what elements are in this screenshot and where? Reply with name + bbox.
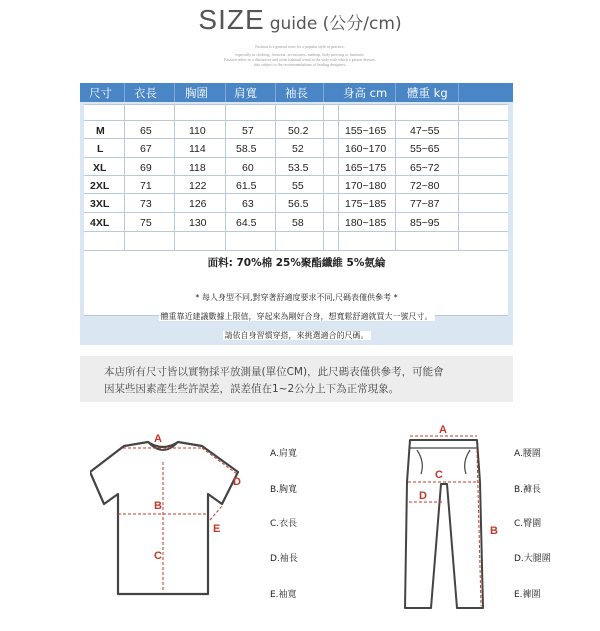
table-cell: 58 [292, 217, 304, 229]
tshirt-diagram [90, 432, 265, 602]
table-cell: 69 [140, 162, 152, 174]
pants-letter-b: B [490, 525, 498, 537]
shirt-letter-d: D [233, 476, 241, 488]
table-cell: 65~72 [410, 162, 440, 174]
header-chest: 胸圍 [185, 86, 208, 100]
table-cell: 60 [242, 162, 254, 174]
size-table-panel [80, 83, 513, 345]
header-weight: 體重 kg [407, 86, 448, 100]
shirt-letter-b: B [154, 500, 162, 512]
table-cell: 110 [189, 125, 206, 137]
shirt-letter-e: E [213, 523, 221, 535]
shirt-label-e: E.袖寬 [270, 590, 297, 600]
table-cell: 55 [292, 180, 304, 192]
table-cell: 114 [189, 143, 206, 155]
note-line-3: 請依自身習慣穿搭，來挑選適合的尺碼。 [224, 331, 369, 340]
pants-letter-c: C [435, 469, 443, 481]
shirt-letter-c: C [154, 550, 162, 562]
tagline-decor-2: especially in clothing, footwear, accessories, makeup, body piercing or furniture. [235, 52, 365, 57]
shirt-label-a: A.肩寬 [270, 449, 297, 459]
table-cell: 118 [189, 162, 206, 174]
table-cell: 72~80 [410, 180, 440, 192]
notice-line-1: 本店所有尺寸皆以實物採平放測量(單位CM)，此尺碼表僅供參考，可能會 [104, 366, 444, 378]
table-cell: 57 [242, 125, 254, 137]
table-cell: 56.5 [288, 198, 309, 210]
header-size: 尺寸 [89, 86, 112, 100]
tagline-decor: Fashion is a general term for a popular style or practice. [255, 44, 345, 49]
table-cell: 3XL [90, 198, 110, 210]
pants-letter-a: A [439, 424, 447, 436]
header-length: 衣長 [134, 86, 157, 100]
title-main: SIZE [198, 4, 265, 35]
table-cell: 126 [189, 198, 207, 210]
table-cell: 170~180 [345, 180, 387, 192]
note-line-1: * 每人身型不同,對穿著舒適度要求不同,尺碼表僅供參考 * [195, 293, 398, 302]
table-cell: L [97, 143, 104, 155]
header-height: 身高 cm [343, 86, 388, 100]
table-cell: 77~87 [410, 198, 440, 210]
note-line-2: 體重靠近建議數據上限值，穿起來為剛好合身，想寬鬆舒適就買大一號尺寸。 [160, 312, 433, 321]
table-cell: 52 [292, 143, 304, 155]
table-cell: 65 [140, 125, 152, 137]
tagline-decor-3: Fashion refers to a distinctive and often habitual trend in the style with which a person dresses. [224, 57, 376, 62]
shirt-letter-a: A [154, 433, 162, 445]
table-cell: M [96, 125, 105, 137]
table-cell: 73 [140, 198, 152, 210]
pants-label-d: D.大腿圍 [514, 554, 551, 564]
pants-label-c: C.臀圍 [514, 519, 542, 529]
table-cell: 71 [140, 180, 152, 192]
table-cell: 58.5 [236, 143, 257, 155]
table-cell: 47~55 [410, 125, 440, 137]
fabric-composition: 面料: 70%棉 25%聚酯纖維 5%氨綸 [207, 257, 386, 269]
measurement-notice [80, 356, 513, 402]
page-title [0, 4, 600, 36]
table-cell: 122 [189, 180, 207, 192]
table-cell: 180~185 [345, 217, 387, 229]
pants-diagram [395, 422, 500, 617]
table-cell: XL [93, 162, 107, 174]
tagline-decor-4: also subject to the recommendations of leading designers. [253, 62, 347, 67]
shirt-label-d: D.袖長 [270, 554, 298, 564]
pants-label-e: E.褲圍 [514, 590, 541, 600]
shirt-label-b: B.胸寬 [270, 485, 298, 495]
table-cell: 75 [140, 217, 152, 229]
shirt-label-c: C.衣長 [270, 519, 298, 529]
notice-line-2: 因某些因素產生些許誤差，誤差值在1~2公分上下為正常現象。 [104, 383, 400, 395]
size-notes [80, 288, 513, 345]
header-shoulder: 肩寬 [234, 86, 257, 100]
table-cell: 53.5 [288, 162, 309, 174]
table-header [80, 83, 513, 102]
table-cell: 50.2 [288, 125, 309, 137]
table-cell: 67 [140, 143, 152, 155]
table-cell: 160~170 [345, 143, 387, 155]
table-cell: 155~165 [345, 125, 387, 137]
table-cell: 175~185 [345, 198, 387, 210]
pants-letter-d: D [419, 490, 427, 502]
table-cell: 130 [189, 217, 207, 229]
pants-label-a: A.腰圍 [514, 449, 541, 459]
title-sub: guide (公分/cm) [269, 14, 402, 34]
table-cell: 2XL [90, 180, 110, 192]
table-cell: 165~175 [345, 162, 387, 174]
header-sleeve: 袖長 [285, 86, 308, 100]
table-cell: 85~95 [410, 217, 440, 229]
table-cell: 63 [242, 198, 254, 210]
pants-label-b: B.褲長 [514, 485, 542, 495]
table-cell: 61.5 [236, 180, 257, 192]
table-cell: 55~65 [410, 143, 440, 155]
table-cell: 64.5 [236, 217, 257, 229]
table-cell: 4XL [90, 217, 110, 229]
